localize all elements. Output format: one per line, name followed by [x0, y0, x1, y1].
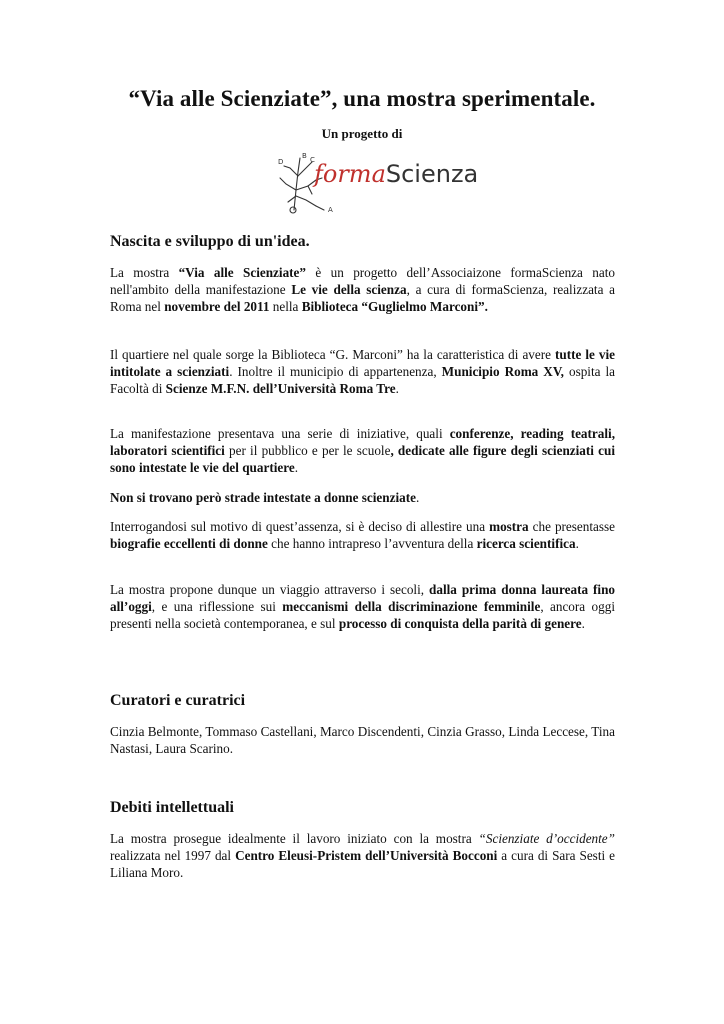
italic-text-run: “Scienziate d’occidente”: [478, 831, 615, 846]
logo-wordmark: [314, 160, 478, 188]
text-run: La mostra: [110, 265, 179, 280]
svg-text:A: A: [328, 206, 333, 214]
bold-text-run: novembre del 2011: [164, 299, 270, 314]
svg-text:B: B: [302, 152, 307, 160]
text-run: ospita la Facoltà di: [110, 364, 616, 396]
paragraph: [110, 830, 615, 881]
logo-text-scienza: Scienza: [385, 160, 479, 188]
text-run: Il quartiere nel quale sorge la Biblioteca “G. Marconi” ha la caratteristica di avere: [110, 347, 555, 362]
paragraph: [110, 489, 615, 506]
bold-text-run: ricerca scientifica: [476, 536, 576, 551]
svg-text:C: C: [310, 156, 315, 164]
logo-text-forma: forma: [314, 160, 386, 188]
bold-text-run: meccanismi della discriminazione femminile: [282, 599, 541, 614]
text-run: a cura di Sara Sesti e Liliana Moro.: [110, 848, 615, 880]
bold-text-run: mostra: [489, 519, 529, 534]
text-run: per il pubblico e per le scuole: [224, 443, 391, 458]
bold-text-run: Municipio Roma XV,: [441, 364, 564, 379]
text-run: Interrogandosi sul motivo di quest’assenza, si è deciso di allestire una: [110, 519, 490, 534]
paragraph: [110, 581, 615, 632]
bold-text-run: processo di conquista della parità di genere: [338, 616, 582, 631]
text-run: che presentasse: [528, 519, 615, 534]
text-run: .: [575, 536, 579, 551]
svg-text:D: D: [278, 158, 284, 166]
document-title: “Via alle Scienziate”, una mostra sperimentale.: [128, 86, 596, 111]
text-run: è un progetto dell’Associaizone formaScienza nato nell'ambito della manifestazione: [110, 265, 615, 297]
paragraph: [110, 518, 615, 552]
text-run: .: [415, 490, 420, 505]
text-run: , a cura di formaScienza, realizzata a Roma nel: [110, 282, 616, 314]
bold-text-run: conferenze, reading teatrali, laboratori scientifici: [110, 426, 615, 458]
bold-text-run: biografie eccellenti di donne: [110, 536, 268, 551]
bold-text-run: Le vie della scienza: [291, 282, 407, 297]
section-heading-origin: Nascita e sviluppo di un'idea.: [110, 233, 310, 250]
bold-text-run: tutte le vie intitolate a scienziati: [110, 347, 615, 379]
paragraph: [110, 264, 615, 315]
section-heading-debts: Debiti intellettuali: [110, 799, 234, 816]
text-run: nella: [269, 299, 302, 314]
curators-list: Cinzia Belmonte, Tommaso Castellani, Marco Discendenti, Cinzia Grasso, Linda Leccese, Tina Nastasi, Laura Scarino.: [110, 724, 615, 756]
bold-text-run: Centro Eleusi-Pristem dell’Università Bocconi: [235, 848, 498, 863]
bold-text-run: “Via alle Scienziate”: [178, 265, 306, 280]
paragraph: [110, 425, 615, 476]
text-run: , e una riflessione sui: [151, 599, 283, 614]
text-run: La mostra prosegue idealmente il lavoro iniziato con la mostra: [110, 831, 479, 846]
text-run: La mostra propone dunque un viaggio attraverso i secoli,: [110, 582, 430, 597]
formascienza-logo: [272, 150, 479, 222]
bold-text-run: Non si trovano però strade intestate a donne scienziate: [110, 490, 416, 505]
text-run: . Inoltre il municipio di appartenenza,: [229, 364, 442, 379]
text-run: La manifestazione presentava una serie di iniziative, quali: [110, 426, 450, 441]
section-heading-curators: Curatori e curatrici: [110, 692, 246, 709]
project-subtitle: Un progetto di: [321, 126, 403, 141]
text-run: .: [294, 460, 299, 475]
text-run: .: [581, 616, 585, 631]
bold-text-run: , dedicate alle figure degli scienziati cui sono intestate le vie del quartiere: [110, 443, 616, 475]
bold-text-run: Biblioteca “Guglielmo Marconi”.: [301, 299, 488, 314]
text-run: realizzata nel 1997 dal: [110, 848, 236, 863]
paragraph: [110, 346, 615, 397]
text-run: , ancora oggi presenti nella società contemporanea, e sul: [110, 599, 615, 631]
text-run: .: [395, 381, 399, 396]
bold-text-run: dalla prima donna laureata fino all’oggi: [110, 582, 616, 614]
text-run: che hanno intrapreso l’avventura della: [267, 536, 477, 551]
bold-text-run: Scienze M.F.N. dell’Università Roma Tre: [165, 381, 396, 396]
